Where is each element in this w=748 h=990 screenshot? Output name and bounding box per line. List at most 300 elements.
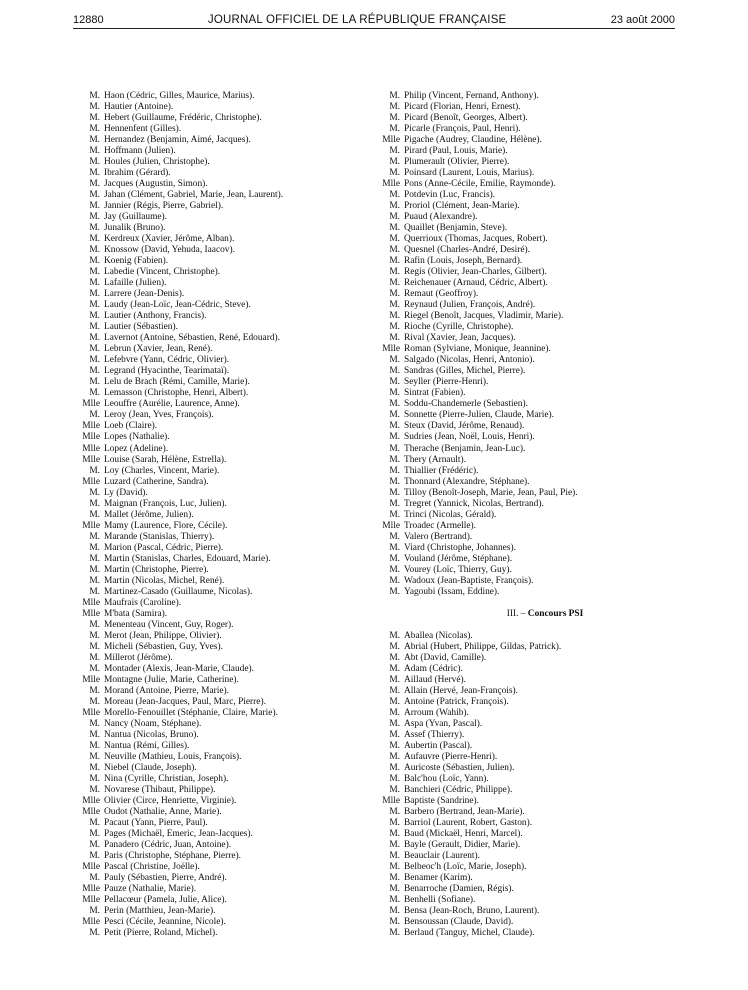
list-item [380,576,680,587]
left-column [80,91,370,939]
list-item [380,796,680,807]
civility-title: M. [389,509,400,520]
list-item [80,642,370,653]
civility-title: M. [389,862,400,873]
list-item [380,135,680,146]
civility-title: M. [389,895,400,906]
person-name: Lautier (Sébastien). [104,322,178,333]
list-item [380,818,680,829]
section-heading [380,609,680,631]
civility-title: M. [389,124,400,135]
person-name: Vourey (Loïc, Thierry, Guy). [404,564,512,575]
list-item [80,444,370,455]
list-item [380,388,680,399]
civility-title: M. [89,773,100,784]
person-name: Lavernot (Antoine, Sébastien, René, Edouard). [104,333,280,344]
list-item [80,410,370,421]
person-name: Tregret (Yannick, Nicolas, Bertrand). [404,498,544,509]
section-dash: – [520,608,526,619]
list-item [80,840,370,851]
person-name: Hebert (Guillaume, Frédéric, Christophe). [104,113,262,124]
civility-title: M. [389,366,400,377]
list-item [80,377,370,388]
civility-title: M. [389,388,400,399]
civility-title: Mlle [82,432,100,443]
list-item [80,851,370,862]
person-name: Morello-Fenouillet (Stéphanie, Claire, Marie). [104,707,278,718]
civility-title: M. [389,245,400,256]
civility-title: M. [389,234,400,245]
civility-title: Mlle [82,399,100,410]
civility-title: M. [89,245,100,256]
person-name: Lopez (Adeline). [104,443,169,454]
list-item [80,873,370,884]
list-item [80,609,370,620]
civility-title: M. [389,256,400,267]
civility-title: M. [389,498,400,509]
list-item [80,719,370,730]
list-item [80,190,370,201]
list-item [80,752,370,763]
list-item [380,917,680,928]
civility-title: M. [389,685,400,696]
civility-title: M. [89,190,100,201]
person-name: Pons (Anne-Cécile, Emilie, Raymonde). [404,179,556,190]
person-name: Pascal (Christine, Joëlle). [104,862,200,873]
list-item [80,300,370,311]
person-name: Perin (Matthieu, Jean-Marie). [104,906,216,917]
person-name: Riegel (Benoît, Jacques, Vladimir, Marie). [404,311,564,322]
list-item [80,168,370,179]
civility-title: M. [89,124,100,135]
list-item [380,289,680,300]
list-item [80,741,370,752]
list-item [380,256,680,267]
person-name: Martin (Christophe, Pierre). [104,564,209,575]
list-item [380,730,680,741]
civility-title: M. [389,102,400,113]
person-name: Therache (Benjamin, Jean-Luc). [404,443,526,454]
person-name: Jahan (Clément, Gabriel, Marie, Jean, Laurent). [104,190,284,201]
list-item [380,190,680,201]
list-item [80,432,370,443]
person-name: Tilloy (Benoît-Joseph, Marie, Jean, Paul, Pie). [404,487,578,498]
civility-title: M. [89,355,100,366]
person-name: M'bata (Samira). [104,608,168,619]
civility-title: Mlle [382,179,400,190]
civility-title: M. [89,630,100,641]
list-item [380,444,680,455]
person-name: Soddu-Chandemerle (Sebastien). [404,399,528,410]
civility-title: M. [389,443,400,454]
list-item [80,157,370,168]
list-item [80,245,370,256]
civility-title: M. [89,168,100,179]
list-item [380,895,680,906]
civility-title: M. [389,542,400,553]
civility-title: Mlle [82,884,100,895]
person-name: Lautier (Anthony, Francis). [104,311,207,322]
list-item [380,234,680,245]
list-item [80,91,370,102]
list-item [80,554,370,565]
person-name: Arroum (Wahib). [404,707,469,718]
civility-title: M. [389,91,400,101]
person-name: Micheli (Sébastien, Guy, Yves). [104,641,223,652]
civility-title: M. [389,817,400,828]
civility-title: M. [89,840,100,851]
person-name: Seyller (Pierre-Henri). [404,377,489,388]
list-item [80,455,370,466]
person-name: Pauze (Nathalie, Marie). [104,884,197,895]
person-name: Morand (Antoine, Pierre, Marie). [104,685,229,696]
civility-title: M. [389,190,400,201]
list-item [80,653,370,664]
person-name: Trinci (Nicolas, Gérald). [404,509,497,520]
list-item [80,311,370,322]
civility-title: M. [389,851,400,862]
person-name: Plumerault (Olivier, Pierre). [404,157,510,168]
civility-title: Mlle [382,520,400,531]
person-name: Hernandez (Benjamin, Aimé, Jacques). [104,135,251,146]
section-number: III. [506,608,519,619]
civility-title: M. [89,873,100,884]
list-item [80,466,370,477]
person-name: Baptiste (Sandrine). [404,795,479,806]
list-item [80,763,370,774]
list-item [380,741,680,752]
civility-title: M. [89,322,100,333]
person-name: Aubertin (Pascal). [404,740,473,751]
person-name: Picard (Florian, Henri, Ernest). [404,102,521,113]
civility-title: M. [389,333,400,344]
list-item [80,829,370,840]
page-number: 12880 [73,14,104,26]
civility-title: M. [89,223,100,234]
person-name: Valero (Bertrand). [404,531,473,542]
civility-title: M. [89,256,100,267]
civility-title: M. [389,355,400,366]
civility-title: M. [89,289,100,300]
civility-title: M. [89,531,100,542]
civility-title: M. [389,564,400,575]
person-name: Sonnette (Pierre-Julien, Claude, Marie). [404,410,554,421]
list-item [80,697,370,708]
list-item [380,873,680,884]
person-name: Sandras (Gilles, Michel, Pierre). [404,366,526,377]
list-item [380,653,680,664]
person-name: Reichenauer (Arnaud, Cédric, Albert). [404,278,548,289]
civility-title: Mlle [82,807,100,818]
civility-title: M. [89,718,100,729]
civility-title: M. [89,586,100,597]
civility-title: Mlle [82,476,100,487]
person-name: Benarroche (Damien, Régis). [404,884,514,895]
civility-title: M. [389,399,400,410]
civility-title: M. [389,740,400,751]
list-item [380,102,680,113]
list-item [80,212,370,223]
civility-title: M. [389,663,400,674]
civility-title: M. [389,641,400,652]
person-name: Lefebvre (Yann, Cédric, Olivier). [104,355,230,366]
list-item [380,477,680,488]
list-item [80,223,370,234]
person-name: Pacaut (Yann, Pierre, Paul). [104,818,208,829]
spacer [380,598,680,609]
person-name: Nantua (Nicolas, Bruno). [104,729,199,740]
list-item [380,807,680,818]
person-name: Beauclair (Laurent). [404,851,480,862]
person-name: Luzard (Catherine, Sandra). [104,476,209,487]
list-item [380,906,680,917]
civility-title: M. [389,454,400,465]
civility-title: M. [89,641,100,652]
civility-title: Mlle [382,135,400,146]
civility-title: M. [89,906,100,917]
civility-title: M. [89,542,100,553]
civility-title: M. [389,300,400,311]
civility-title: M. [89,465,100,476]
civility-title: M. [389,884,400,895]
person-name: Thiallier (Frédéric). [404,465,479,476]
list-item [80,796,370,807]
list-item [380,785,680,796]
person-name: Martin (Nicolas, Michel, René). [104,575,225,586]
person-name: Montader (Alexis, Jean-Marie, Claude). [104,663,254,674]
person-name: Salgado (Nicolas, Henri, Antonio). [404,355,535,366]
person-name: Olivier (Circe, Henriette, Virginie). [104,796,237,806]
civility-title: M. [89,201,100,212]
list-item [380,168,680,179]
civility-title: M. [89,740,100,751]
person-name: Menenteau (Vincent, Guy, Roger). [104,619,234,630]
civility-title: M. [389,212,400,223]
civility-title: M. [89,135,100,146]
civility-title: M. [89,333,100,344]
list-item [80,532,370,543]
civility-title: M. [89,91,100,101]
civility-title: M. [89,300,100,311]
person-name: Maufrais (Caroline). [104,597,182,608]
list-item [80,488,370,499]
person-name: Troadec (Armelle). [404,520,477,531]
person-name: Quaillet (Benjamin, Steve). [404,223,508,234]
person-name: Benhelli (Sofiane). [404,895,476,906]
civility-title: M. [389,113,400,124]
person-name: Berlaud (Tanguy, Michel, Claude). [404,928,535,939]
person-name: Jacques (Augustin, Simon). [104,179,208,190]
civility-title: M. [389,873,400,884]
person-name: Marande (Stanislas, Thierry). [104,531,215,542]
person-name: Maignan (François, Luc, Julien). [104,498,227,509]
list-item [80,884,370,895]
person-name: Hautier (Antoine). [104,102,174,113]
person-name: Pigache (Audrey, Claudine, Hélène). [404,135,542,146]
person-name: Bensoussan (Claude, David). [404,917,514,928]
civility-title: M. [389,928,400,939]
person-name: Nancy (Noam, Stéphane). [104,718,202,729]
list-item [80,631,370,642]
person-name: Regis (Olivier, Jean-Charles, Gilbert). [404,267,547,278]
list-item [80,102,370,113]
list-item [380,344,680,355]
person-name: Sudries (Jean, Noël, Louis, Henri). [404,432,535,443]
person-name: Picarle (François, Paul, Henri). [404,124,521,135]
person-name: Oudot (Nathalie, Anne, Marie). [104,807,222,818]
list-item [80,366,370,377]
list-item [80,289,370,300]
person-name: Laudy (Jean-Loïc, Jean-Cédric, Steve). [104,300,251,311]
list-item [80,477,370,488]
list-item [80,267,370,278]
person-name: Assef (Thierry). [404,729,465,740]
list-item [380,399,680,410]
civility-title: M. [89,212,100,223]
person-name: Junalik (Bruno). [104,223,166,234]
list-item [80,708,370,719]
civility-title: Mlle [82,917,100,928]
person-name: Kerdreux (Xavier, Jérôme, Alban). [104,234,235,245]
list-item [380,146,680,157]
person-name: Haon (Cédric, Gilles, Maurice, Marius). [104,91,255,101]
list-item [80,686,370,697]
civility-title: M. [89,751,100,762]
person-name: Barriol (Laurent, Robert, Gaston). [404,817,533,828]
person-name: Mamy (Laurence, Flore, Cécile). [104,520,228,531]
civility-title: M. [89,652,100,663]
person-name: Leroy (Jean, Yves, François). [104,410,214,421]
list-item [380,113,680,124]
civility-title: M. [89,818,100,829]
civility-title: M. [389,267,400,278]
person-name: Larrere (Jean-Denis). [104,289,185,300]
right-column-list [380,91,680,598]
list-item [380,421,680,432]
civility-title: M. [389,586,400,597]
list-item [380,829,680,840]
civility-title: M. [389,278,400,289]
list-item [380,752,680,763]
person-name: Rioche (Cyrille, Christophe). [404,322,514,333]
person-name: Rival (Xavier, Jean, Jacques). [404,333,516,344]
list-item [80,510,370,521]
person-name: Lafaille (Julien). [104,278,167,289]
list-item [380,840,680,851]
civility-title: M. [89,487,100,498]
person-name: Marion (Pascal, Cédric, Pierre). [104,542,224,553]
list-item [380,124,680,135]
list-item [80,576,370,587]
person-name: Knossow (David, Yehuda, Iaacov). [104,245,235,256]
civility-title: M. [89,509,100,520]
person-name: Ly (David). [104,487,148,498]
list-item [380,664,680,675]
civility-title: M. [389,421,400,432]
list-item [380,157,680,168]
civility-title: M. [389,652,400,663]
list-item [80,587,370,598]
list-item [380,179,680,190]
civility-title: M. [89,851,100,862]
civility-title: M. [389,410,400,421]
person-name: Pirard (Paul, Louis, Marie). [404,146,508,157]
list-item [380,521,680,532]
person-name: Roman (Sylviane, Monique, Jeannine). [404,344,551,355]
civility-title: M. [89,498,100,509]
person-name: Belbeoc'h (Loïc, Marie, Joseph). [404,862,527,873]
civility-title: Mlle [382,795,400,806]
civility-title: Mlle [82,862,100,873]
list-item [380,697,680,708]
person-name: Lebrun (Xavier, Jean, René). [104,344,213,355]
person-name: Philip (Vincent, Fernand, Anthony). [404,91,539,101]
list-item [80,521,370,532]
list-item [380,565,680,576]
person-name: Aufauvre (Pierre-Henri). [404,751,498,762]
list-item [80,785,370,796]
list-item [380,642,680,653]
civility-title: M. [389,289,400,300]
person-name: Bensa (Jean-Roch, Bruno, Laurent). [404,906,540,917]
person-name: Vouland (Jérôme, Stéphane). [404,553,513,564]
list-item [380,686,680,697]
person-name: Puaud (Alexandre). [404,212,478,223]
list-item [380,212,680,223]
list-item [80,543,370,554]
civility-title: M. [389,751,400,762]
person-name: Nina (Cyrille, Christian, Joseph). [104,773,229,784]
person-name: Barbero (Bertrand, Jean-Marie). [404,806,525,817]
list-item [380,432,680,443]
civility-title: M. [89,388,100,399]
person-name: Merot (Jean, Philippe, Olivier). [104,630,222,641]
person-name: Niebel (Claude, Joseph). [104,762,197,773]
civility-title: M. [389,806,400,817]
civility-title: Mlle [82,895,100,906]
person-name: Pesci (Cécile, Jeannine, Nicole). [104,917,226,928]
civility-title: M. [389,553,400,564]
person-name: Hoffmann (Julien). [104,146,176,157]
list-item [80,234,370,245]
person-name: Thonnard (Alexandre, Stéphane). [404,476,530,487]
list-item [80,917,370,928]
civility-title: M. [89,696,100,707]
list-item [380,774,680,785]
list-item [80,179,370,190]
civility-title: M. [389,773,400,784]
civility-title: M. [389,168,400,179]
person-name: Auricoste (Sébastien, Julien). [404,762,515,773]
civility-title: Mlle [82,707,100,718]
list-item [380,532,680,543]
person-name: Allain (Hervé, Jean-François). [404,685,519,696]
right-column [380,91,680,939]
list-item [380,311,680,322]
civility-title: Mlle [382,344,400,355]
person-name: Jay (Guillaume). [104,212,168,223]
civility-title: M. [389,762,400,773]
civility-title: M. [89,564,100,575]
list-item [380,91,680,102]
list-item [380,708,680,719]
list-item [80,620,370,631]
civility-title: M. [89,928,100,939]
person-name: Bayle (Gerault, Didier, Marie). [404,840,521,851]
list-item [80,322,370,333]
list-item [380,201,680,212]
civility-title: Mlle [82,674,100,685]
